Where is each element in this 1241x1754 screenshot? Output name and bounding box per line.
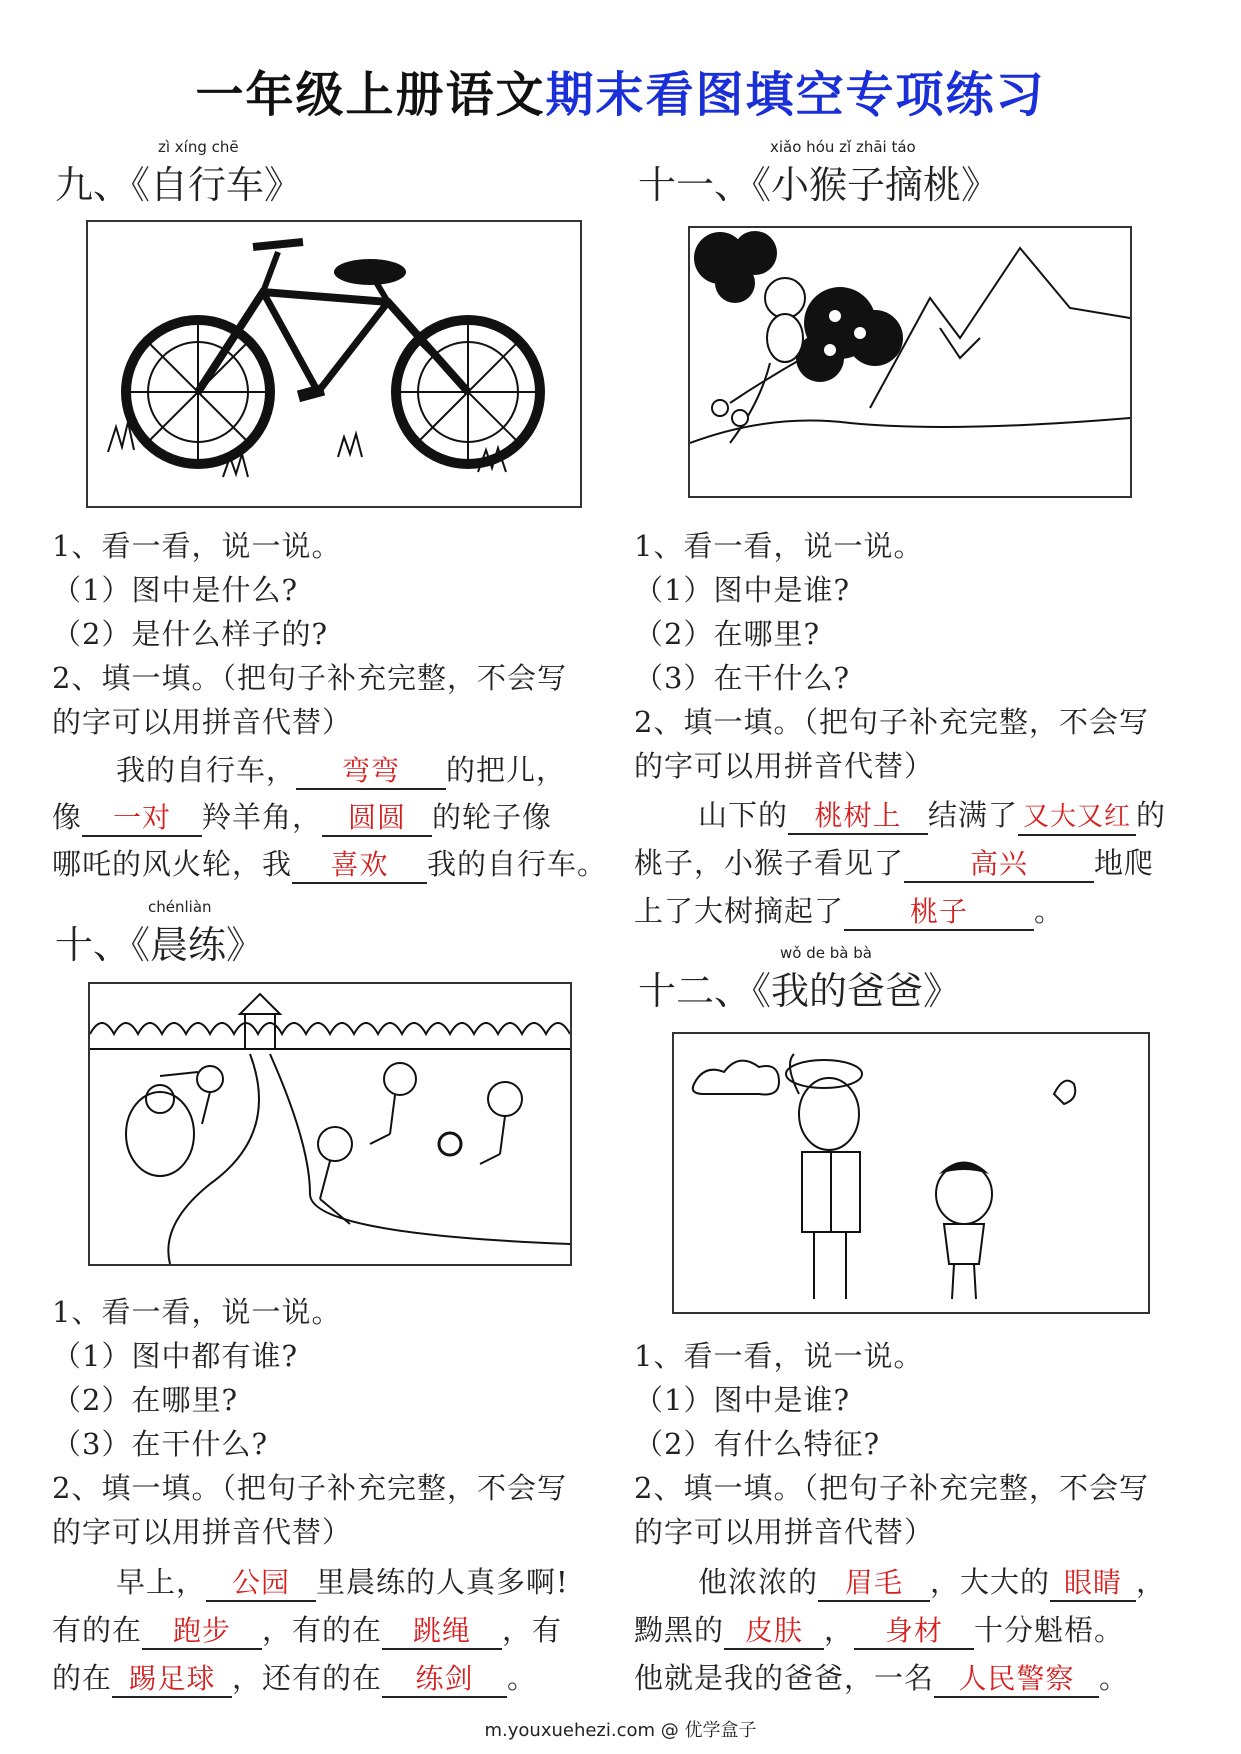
- s10-blank-4[interactable]: 踢足球: [112, 1662, 232, 1698]
- s9-q1-2: （2）是什么样子的?: [52, 617, 328, 651]
- s10-blank-1[interactable]: 公园: [206, 1566, 316, 1602]
- s10-q1-1: （1）图中都有谁?: [52, 1339, 298, 1373]
- s10-sentence-2: 有的在 跑步 ，有的在 跳绳 ，有: [52, 1608, 562, 1650]
- s9-blank-1[interactable]: 弯弯: [296, 754, 446, 790]
- morning-exercise-picture: [88, 982, 572, 1266]
- s12-pinyin: wǒ de bà bà: [780, 944, 872, 962]
- footer-credit: m.youxuehezi.com @ 优学盒子: [484, 1720, 757, 1741]
- s12-q1-1: （1）图中是谁?: [634, 1383, 850, 1417]
- s9-sentence-3: 哪吒的风火轮，我 喜欢 我的自行车。: [52, 842, 607, 884]
- title-part2: 期末看图填空专项练习: [545, 67, 1046, 123]
- s11-heading: 十一、《小猴子摘桃》: [638, 163, 1000, 207]
- s12-blank-5[interactable]: 人民警察: [934, 1662, 1099, 1698]
- s11-q1: 1、看一看，说一说。: [634, 529, 924, 563]
- s12-heading: 十二、《我的爸爸》: [638, 969, 962, 1013]
- s12-blank-1[interactable]: 眉毛: [818, 1566, 930, 1602]
- s10-heading: 十、《晨练》: [55, 923, 265, 967]
- s12-blank-4[interactable]: 身材: [854, 1614, 974, 1650]
- s11-blank-4[interactable]: 桃子: [844, 895, 1034, 931]
- s12-sentence-3: 他就是我的爸爸，一名 人民警察 。: [634, 1656, 1129, 1698]
- s12-q2b: 的字可以用拼音代替）: [634, 1515, 935, 1549]
- s12-sentence-2: 黝黑的 皮肤 ， 身材 十分魁梧。: [634, 1608, 1124, 1650]
- s12-sentence-1: 他浓浓的 眉毛 ，大大的 眼睛 ，: [698, 1560, 1166, 1602]
- s9-sentence-1: 我的自行车， 弯弯 的把儿，: [116, 748, 566, 790]
- s10-q2: 2、填一填。（把句子补充完整，不会写: [52, 1471, 567, 1505]
- s12-blank-3[interactable]: 皮肤: [724, 1614, 824, 1650]
- s11-sentence-2: 桃子，小猴子看见了 高兴 地爬: [634, 841, 1154, 883]
- s9-blank-3[interactable]: 圆圆: [322, 801, 432, 837]
- s10-pinyin: chénliàn: [148, 898, 212, 916]
- s10-blank-2[interactable]: 跑步: [142, 1614, 262, 1650]
- page-title: [0, 56, 1241, 125]
- s9-q1: 1、看一看，说一说。: [52, 529, 342, 563]
- monkey-peach-picture: [688, 226, 1132, 498]
- s9-q2b: 的字可以用拼音代替）: [52, 705, 353, 739]
- s11-blank-2[interactable]: 又大又红: [1018, 800, 1136, 836]
- s11-blank-1[interactable]: 桃树上: [788, 799, 928, 835]
- s10-q1-3: （3）在干什么?: [52, 1427, 268, 1461]
- s9-heading: 九、《自行车》: [55, 163, 303, 207]
- s9-sentence-2: 像 一对 羚羊角， 圆圆 的轮子像: [52, 795, 552, 837]
- s11-blank-3[interactable]: 高兴: [904, 847, 1094, 883]
- bicycle-picture: [86, 220, 582, 508]
- s9-pinyin: zì xíng chē: [158, 138, 239, 156]
- s12-blank-2[interactable]: 眼睛: [1050, 1566, 1136, 1602]
- s10-sentence-1: 早上， 公园 里晨练的人真多啊!: [116, 1560, 569, 1602]
- s9-q2: 2、填一填。（把句子补充完整，不会写: [52, 661, 567, 695]
- s10-sentence-3: 的在 踢足球 ，还有的在 练剑 。: [52, 1656, 537, 1698]
- s11-q1-2: （2）在哪里?: [634, 617, 820, 651]
- s12-q2: 2、填一填。（把句子补充完整，不会写: [634, 1471, 1149, 1505]
- s11-q2: 2、填一填。（把句子补充完整，不会写: [634, 705, 1149, 739]
- s10-q1-2: （2）在哪里?: [52, 1383, 238, 1417]
- s11-pinyin: xiǎo hóu zǐ zhāi táo: [770, 138, 916, 156]
- s9-blank-2[interactable]: 一对: [82, 801, 202, 837]
- s10-blank-5[interactable]: 练剑: [382, 1662, 507, 1698]
- title-part1: 一年级上册语文: [195, 67, 546, 123]
- s10-blank-3[interactable]: 跳绳: [382, 1614, 502, 1650]
- s11-q1-1: （1）图中是谁?: [634, 573, 850, 607]
- s10-q2b: 的字可以用拼音代替）: [52, 1515, 353, 1549]
- s11-q1-3: （3）在干什么?: [634, 661, 850, 695]
- s11-sentence-3: 上了大树摘起了 桃子 。: [634, 889, 1064, 931]
- s12-q1: 1、看一看，说一说。: [634, 1339, 924, 1373]
- s12-q1-2: （2）有什么特征?: [634, 1427, 880, 1461]
- my-dad-picture: [672, 1032, 1150, 1314]
- s11-q2b: 的字可以用拼音代替）: [634, 749, 935, 783]
- s9-blank-4[interactable]: 喜欢: [292, 848, 427, 884]
- s9-q1-1: （1）图中是什么?: [52, 573, 298, 607]
- s10-q1: 1、看一看，说一说。: [52, 1295, 342, 1329]
- s11-sentence-1: 山下的 桃树上 结满了 又大又红 的: [698, 793, 1166, 836]
